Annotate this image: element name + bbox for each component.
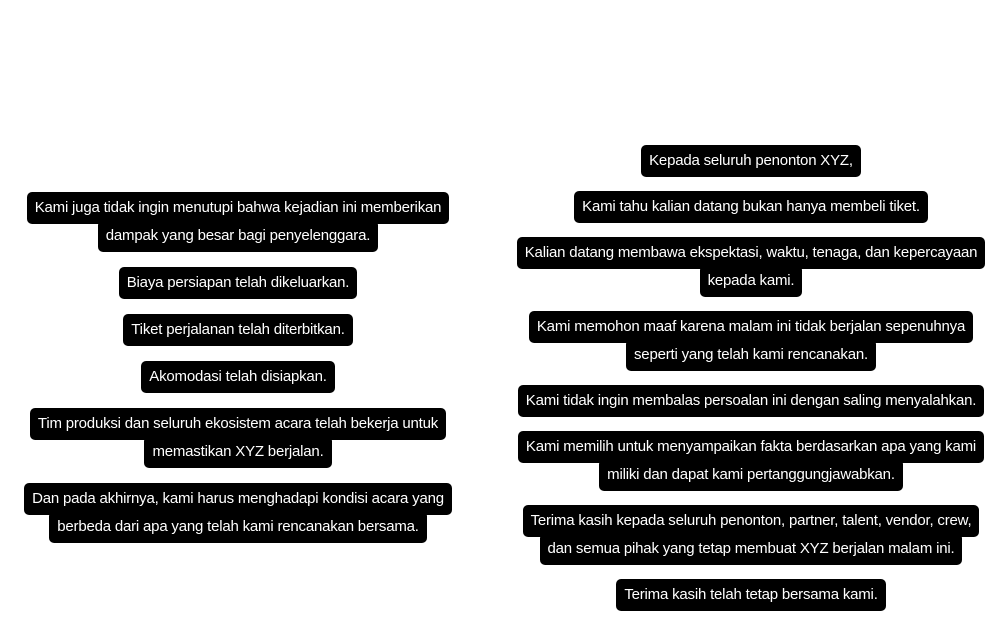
caption-block bbox=[517, 237, 986, 297]
caption-line: memastikan XYZ berjalan. bbox=[144, 436, 331, 468]
caption-line: Kepada seluruh penonton XYZ, bbox=[641, 145, 861, 177]
caption-line: Kami memohon maaf karena malam ini tidak berjalan sepenuhnya bbox=[529, 311, 973, 343]
left-text-column bbox=[8, 192, 468, 558]
caption-line: Tim produksi dan seluruh ekosistem acara telah bekerja untuk bbox=[30, 408, 446, 440]
caption-block bbox=[529, 311, 973, 371]
caption-line: seperti yang telah kami rencanakan. bbox=[626, 339, 876, 371]
caption-line: miliki dan dapat kami pertanggungjawabkan. bbox=[599, 459, 903, 491]
caption-block bbox=[123, 314, 352, 346]
caption-block bbox=[574, 191, 928, 223]
caption-block bbox=[518, 385, 984, 417]
caption-line: dan semua pihak yang tetap membuat XYZ berjalan malam ini. bbox=[540, 533, 963, 565]
caption-line: Kalian datang membawa ekspektasi, waktu, tenaga, dan kepercayaan bbox=[517, 237, 986, 269]
caption-line: dampak yang besar bagi penyelenggara. bbox=[98, 220, 378, 252]
caption-line: Terima kasih telah tetap bersama kami. bbox=[616, 579, 885, 611]
caption-line: Dan pada akhirnya, kami harus menghadapi kondisi acara yang bbox=[24, 483, 452, 515]
caption-block bbox=[30, 408, 446, 468]
caption-line: Kami tahu kalian datang bukan hanya membeli tiket. bbox=[574, 191, 928, 223]
caption-line: Akomodasi telah disiapkan. bbox=[141, 361, 334, 393]
caption-block bbox=[119, 267, 358, 299]
caption-line: kepada kami. bbox=[700, 265, 803, 297]
caption-line: berbeda dari apa yang telah kami rencanakan bersama. bbox=[49, 511, 427, 543]
caption-block bbox=[523, 505, 980, 565]
caption-line: Kami tidak ingin membalas persoalan ini dengan saling menyalahkan. bbox=[518, 385, 984, 417]
caption-line: Kami memilih untuk menyampaikan fakta berdasarkan apa yang kami bbox=[518, 431, 984, 463]
caption-line: Terima kasih kepada seluruh penonton, partner, talent, vendor, crew, bbox=[523, 505, 980, 537]
caption-line: Tiket perjalanan telah diterbitkan. bbox=[123, 314, 352, 346]
right-text-column bbox=[510, 145, 992, 625]
caption-block bbox=[27, 192, 450, 252]
caption-block bbox=[518, 431, 984, 491]
caption-block bbox=[616, 579, 885, 611]
caption-block bbox=[641, 145, 861, 177]
caption-block bbox=[141, 361, 334, 393]
caption-line: Biaya persiapan telah dikeluarkan. bbox=[119, 267, 358, 299]
caption-line: Kami juga tidak ingin menutupi bahwa kejadian ini memberikan bbox=[27, 192, 450, 224]
caption-block bbox=[24, 483, 452, 543]
